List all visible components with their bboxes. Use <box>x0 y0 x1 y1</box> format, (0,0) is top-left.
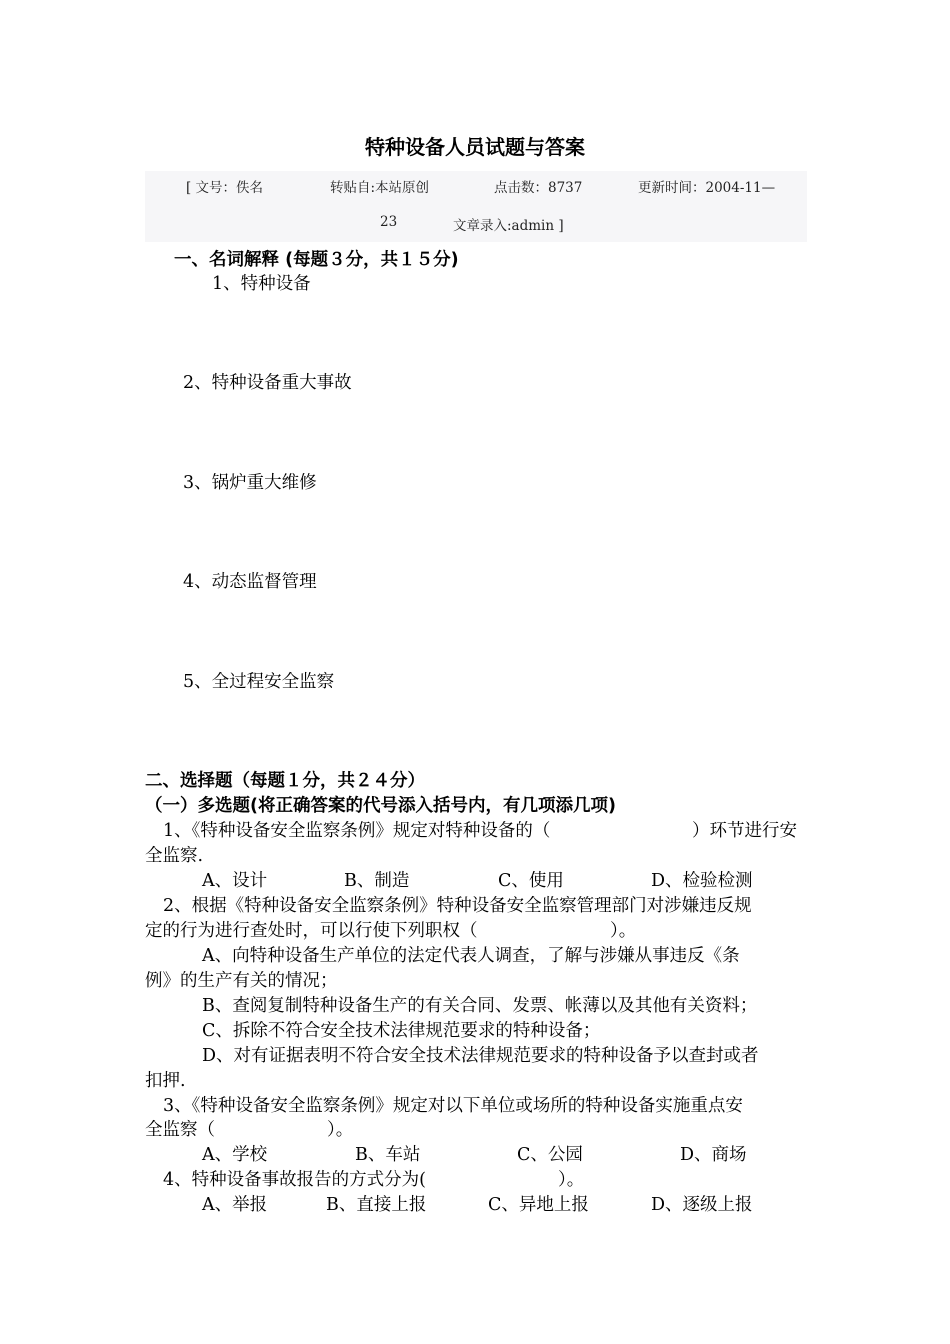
meta-clicks: 点击数：8737 <box>494 180 583 196</box>
question-2-option-d-cont: 扣押. <box>145 1071 186 1091</box>
question-2-option-d: D、对有证据表明不符合安全技术法律规范要求的特种设备予以查封或者 <box>202 1046 759 1066</box>
meta-source: 转贴自:本站原创 <box>330 180 430 196</box>
question-2-option-c: C、拆除不符合安全技术法律规范要求的特种设备； <box>202 1021 601 1041</box>
term-item: 5、全过程安全监察 <box>183 672 335 692</box>
question-3-stem-end: ）。 <box>327 1120 354 1140</box>
question-1-option-c: C、使用 <box>498 871 564 891</box>
question-2-stem: 2、根据《特种设备安全监察条例》特种设备安全监察管理部门对涉嫌违反规 <box>163 896 752 916</box>
document-title: 特种设备人员试题与答案 <box>365 135 585 159</box>
question-2-option-b: B、查阅复制特种设备生产的有关合同、发票、帐薄以及其他有关资料； <box>202 996 758 1016</box>
term-item: 1、特种设备 <box>212 274 311 294</box>
meta-doc-no: [ 文号：佚名 <box>186 180 264 196</box>
question-4-option-d: D、逐级上报 <box>651 1195 753 1215</box>
term-item: 2、特种设备重大事故 <box>183 373 352 393</box>
question-4-option-a: A、举报 <box>202 1195 268 1215</box>
meta-date-end: 23 <box>380 214 398 230</box>
meta-updated: 更新时间：2004-11— <box>638 180 776 196</box>
question-3-option-a: A、学校 <box>202 1145 268 1165</box>
question-1-option-b: B、制造 <box>344 871 410 891</box>
question-3-option-d: D、商场 <box>680 1145 747 1165</box>
question-1-option-a: A、设计 <box>202 871 268 891</box>
question-3-stem: 3、《特种设备安全监察条例》规定对以下单位或场所的特种设备实施重点安 <box>163 1096 743 1116</box>
question-4-stem-end: ）。 <box>558 1170 585 1190</box>
question-2-option-a: A、向特种设备生产单位的法定代表人调查，了解与涉嫌从事违反《条 <box>202 946 740 966</box>
question-3-option-b: B、车站 <box>355 1145 421 1165</box>
term-item: 4、动态监督管理 <box>183 572 317 592</box>
meta-editor: 文章录入:admin ] <box>453 218 564 234</box>
question-1-stem-cont: 全监察. <box>145 846 204 866</box>
question-1-option-d: D、检验检测 <box>651 871 753 891</box>
question-4-option-c: C、异地上报 <box>488 1195 589 1215</box>
question-2-stem-cont: 定的行为进行查处时，可以行使下列职权（ <box>145 921 478 941</box>
term-item: 3、锅炉重大维修 <box>183 473 317 493</box>
question-2-option-a-cont: 例》的生产有关的情况； <box>145 971 338 991</box>
section2-subheading: （一）多选题(将正确答案的代号添入括号内，有几项添几项) <box>145 796 616 816</box>
question-4-stem: 4、特种设备事故报告的方式分为( <box>163 1170 426 1190</box>
question-3-stem-cont: 全监察（ <box>145 1120 215 1140</box>
question-4-option-b: B、直接上报 <box>326 1195 427 1215</box>
section1-heading: 一、名词解释 (每题３分，共１５分) <box>174 250 459 270</box>
question-1-stem-end: ）环节进行安 <box>692 821 797 841</box>
question-2-stem-end: ）。 <box>610 921 637 941</box>
question-1-stem: 1、《特种设备安全监察条例》规定对特种设备的（ <box>163 821 551 841</box>
question-3-option-c: C、公园 <box>517 1145 583 1165</box>
section2-heading: 二、选择题（每题１分，共２４分） <box>145 771 425 791</box>
